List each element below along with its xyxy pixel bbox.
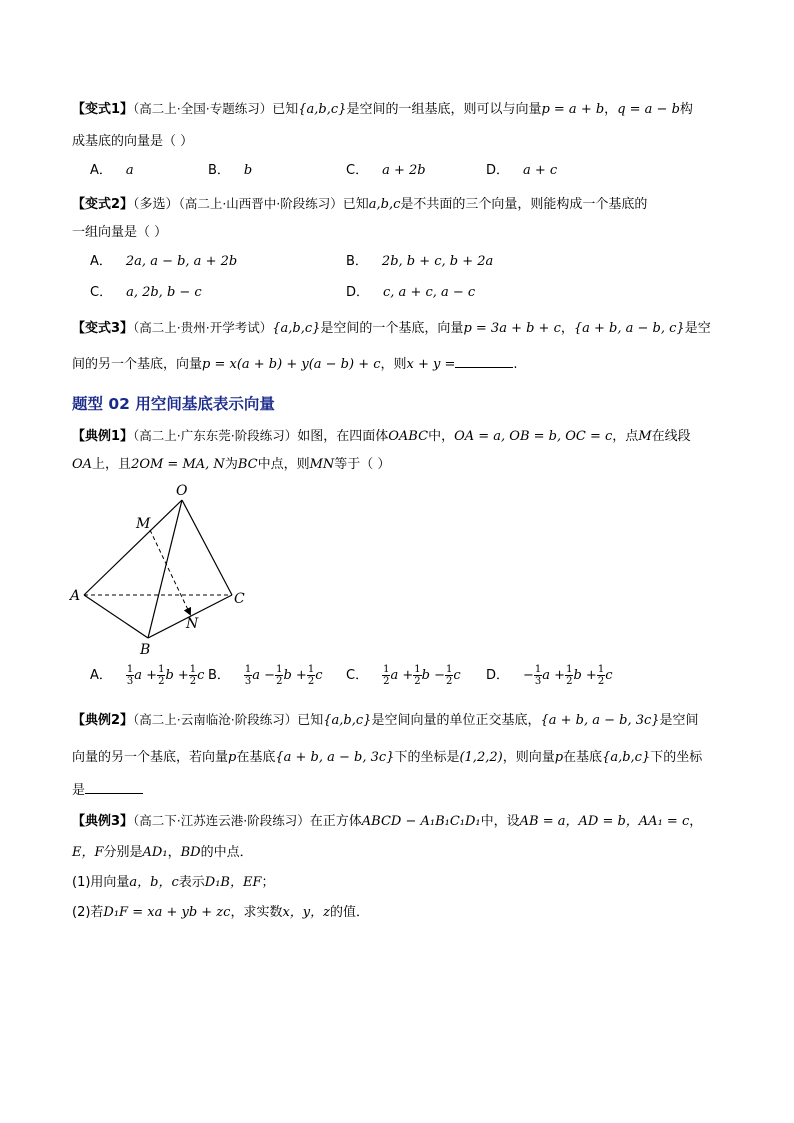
example1-text1: 如图，在四面体 [297,429,389,444]
term: b − [421,668,445,683]
example2-line2d: ，则向量 [502,750,555,765]
edge-oa [84,500,182,595]
variant2-option-d [346,284,475,302]
example2-set2: {a + b, a − b, 3c} [540,713,660,728]
variant1-line2: 成基底的向量是（ ） [72,134,194,149]
variant2-option-a [90,253,237,271]
example3-ef: E，F [72,845,104,860]
example3-q1a: (1)用向量 [72,875,130,890]
example1-tag: 【典例1】 [72,429,134,444]
term: a + [390,668,414,683]
variant2-option-b [346,253,493,271]
example3-q1vecs: a，b，c [129,875,179,890]
variant1-option-a [90,162,134,180]
variant3-set1: {a,b,c} [272,321,321,336]
example1-line2c: 为 [224,457,238,472]
option-label: D． [346,285,370,300]
tetrahedron-figure [66,480,266,660]
denominator: 3 [126,676,134,687]
option-value: c, a + c, a − c [383,285,476,300]
example3-question2 [72,904,369,922]
example3-line2c: ， [167,845,181,860]
example3-source: （高二下·江苏连云港·阶段练习） [133,813,310,828]
denominator: 3 [244,676,252,687]
denominator: 2 [445,676,453,687]
example2-set4: {a,b,c} [602,750,651,765]
denominator: 2 [383,676,390,687]
example1-oabc: OABC [388,429,429,444]
term: c [453,668,461,683]
edge-ab [84,595,148,638]
term: a − [252,668,276,683]
example2-line2b: 在基底 [236,750,276,765]
example1-oa: OA [72,457,93,472]
option-value: b [243,163,253,178]
example3-q2b: ，求实数 [230,905,283,920]
option-label: A． [90,163,112,178]
term: c [605,668,613,683]
option-label: A． [90,668,112,683]
variant2-line2: 一组向量是（ ） [72,225,168,240]
option-label: D． [486,668,510,683]
numerator: 1 [534,664,542,675]
option-label: C． [346,668,369,683]
denominator: 2 [597,676,605,687]
option-label: B． [208,668,230,683]
variant3-sep: ， [560,321,574,336]
example3-question1 [72,874,275,892]
variant2-text2: 是不共面的三个向量，则能构成一个基底的 [400,197,648,212]
option-value: a + 2b [382,163,426,178]
numerator: 1 [566,664,573,675]
variant2-text1: 已知 [342,197,369,212]
example2-line2c: 下的坐标是 [394,750,460,765]
example1-mn: MN [309,457,335,472]
option-label: C． [90,285,113,300]
example2-line1 [72,711,699,730]
variant2-tag: 【变式2】 [72,197,134,212]
term: b + [283,668,307,683]
example1-line2 [72,456,390,474]
option-label: D． [486,163,510,178]
option-value: a, 2b, b − c [126,285,202,300]
example2-tag: 【典例2】 [72,713,134,728]
numerator: 1 [276,664,283,675]
example3-line2d: 的中点． [200,845,253,860]
variant3-p-expr2: p = x(a + b) + y(a − b) + c [202,357,381,372]
point-c-label: C [234,591,245,607]
option-label: A． [90,254,112,269]
variant3-set2: {a + b, a − b, c} [573,321,685,336]
denominator: 2 [189,676,197,687]
term: b + [573,668,597,683]
point-o-label: O [176,483,188,499]
example3-tag: 【典例3】 [72,814,134,829]
variant3-end: . [513,357,518,372]
example2-line2a: 向量的另一个基底，若向量 [72,750,229,765]
point-a-label: A [70,588,81,604]
example1-bc: BC [237,457,258,472]
example3-text3: ， [689,814,703,829]
example3-text2: 中，设 [480,814,520,829]
example3-vecs: AB = a，AD = b，AA₁ = c [519,814,690,829]
variant3-line2 [72,355,518,374]
example2-line2 [72,749,702,767]
example1-option-a [90,664,204,687]
variant2-option-c [90,284,202,302]
variant1-option-b [208,162,252,180]
variant1-set: {a,b,c} [298,102,347,117]
example1-text3: ，点 [612,429,639,444]
numerator: 1 [383,664,390,675]
point-n-label: N [186,616,199,632]
example3-bd: BD [180,845,201,860]
option-label: B． [208,163,230,178]
variant3-line1 [72,319,711,338]
variant1-text2: 是空间的一组基底，则可以与向量 [346,102,542,117]
example2-line3-text: 是 [72,783,86,798]
example2-text3: 是空间 [659,713,699,728]
denominator: 2 [158,676,165,687]
example3-q2a: (2)若 [72,905,104,920]
variant3-p-expr: p = 3a + b + c [463,321,561,336]
example1-line1 [72,427,691,446]
point-b-label: B [140,642,151,658]
option-value: a [125,163,134,178]
variant1-q-expr: q = a − b [617,102,680,117]
example2-line3 [72,781,143,800]
denominator: 2 [276,676,283,687]
option-value: a + c [523,163,558,178]
example3-q2c: 的值． [329,905,369,920]
term: c [315,668,323,683]
numerator: 1 [126,664,134,675]
example1-line2b: 上，且 [92,457,132,472]
example1-line2e: 等于（ ） [334,457,391,472]
example2-p: p [228,750,237,765]
example2-set3: {a + b, a − b, 3c} [275,750,395,765]
example3-line2 [72,844,253,862]
variant2-line1 [72,195,647,214]
example1-vecs: OA = a, OB = b, OC = c [454,429,613,444]
fraction [189,664,197,687]
example1-line2d: 中点，则 [257,457,310,472]
variant3-source: （高二上·贵州·开学考试） [133,320,273,335]
variant2-source: （高二上·山西晋中·阶段练习） [178,196,343,211]
fraction [413,664,421,687]
section-heading: 题型 02 用空间基底表示向量 [72,395,275,413]
example2-coord: (1,2,2) [459,750,503,765]
example2-line2e: 在基底 [563,750,603,765]
term: b + [165,668,189,683]
example3-cube: ABCD − A₁B₁C₁D₁ [361,814,481,829]
variant1-text3: 构 [679,102,693,117]
example3-q2expr: D₁F = xa + yb + zc [103,905,231,920]
numerator: 1 [445,664,453,675]
answer-blank[interactable] [455,355,513,368]
example2-text1: 已知 [297,713,324,728]
example2-text2: 是空间向量的单位正交基底， [371,713,541,728]
term: a + [542,668,566,683]
example2-source: （高二上·云南临沧·阶段练习） [133,712,298,727]
variant1-sep: ， [604,102,618,117]
example1-source: （高二上·广东东莞·阶段练习） [133,428,298,443]
example2-set1: {a,b,c} [323,713,372,728]
option-value: 2b, b + c, b + 2a [381,254,494,269]
variant3-text2: 是空 [684,321,711,336]
fraction [597,664,605,687]
variant1-source: （高二上·全国·专题练习） [133,101,273,116]
example3-line2b: 分别是 [103,845,143,860]
example3-q1c: D₁B，EF [204,875,262,890]
numerator: 1 [244,664,252,675]
numerator: 1 [189,664,197,675]
example1-text2: 中， [428,429,455,444]
example1-m: M [638,429,652,444]
denominator: 2 [307,676,315,687]
example3-q1d: ； [261,875,275,890]
example1-option-b [208,664,322,687]
answer-blank[interactable] [85,781,143,794]
variant3-line2a: 间的另一个基底，向量 [72,357,203,372]
example1-option-d [486,664,612,687]
denominator: 2 [566,676,573,687]
example3-text1: 在正方体 [309,814,362,829]
edge-oc [182,500,232,595]
variant3-xy: x + y = [406,357,456,372]
option-label: C． [346,163,369,178]
example3-q1b: 表示 [178,875,205,890]
example1-option-c [346,664,461,687]
variant1-p-expr: p = a + b [541,102,605,117]
fraction [307,664,315,687]
numerator: 1 [597,664,605,675]
example2-p2: p [554,750,564,765]
numerator: 1 [414,664,421,675]
variant1-option-d [486,162,557,180]
variant1-tag: 【变式1】 [72,102,134,117]
variant2-multi: （多选） [133,197,179,212]
variant1-option-c [346,162,426,180]
example3-q2vars: x，y，z [282,905,330,920]
option-label: B． [346,254,368,269]
term: c [197,668,205,683]
vector-mn-dashed [150,530,190,614]
variant2-vecs: a,b,c [368,197,401,212]
option-value: 2a, a − b, a + 2b [125,254,238,269]
variant3-tag: 【变式3】 [72,321,134,336]
term: a + [134,668,158,683]
variant3-text1: 是空间的一个基底，向量 [320,321,464,336]
example3-line1 [72,812,702,831]
numerator: 1 [158,664,165,675]
example1-text4: 在线段 [651,429,691,444]
example3-ad1: AD₁ [142,845,168,860]
numerator: 1 [307,664,315,675]
point-m-label: M [136,516,151,532]
example2-line2f: 下的坐标 [650,750,703,765]
variant1-line1 [72,100,693,119]
variant3-line2b: ，则 [380,357,407,372]
example1-cond: 2OM = MA, N [131,457,225,472]
edge-ob [148,500,182,638]
term: − [523,668,534,683]
variant1-text1: 已知 [272,102,299,117]
denominator: 3 [534,676,542,687]
denominator: 2 [414,676,421,687]
